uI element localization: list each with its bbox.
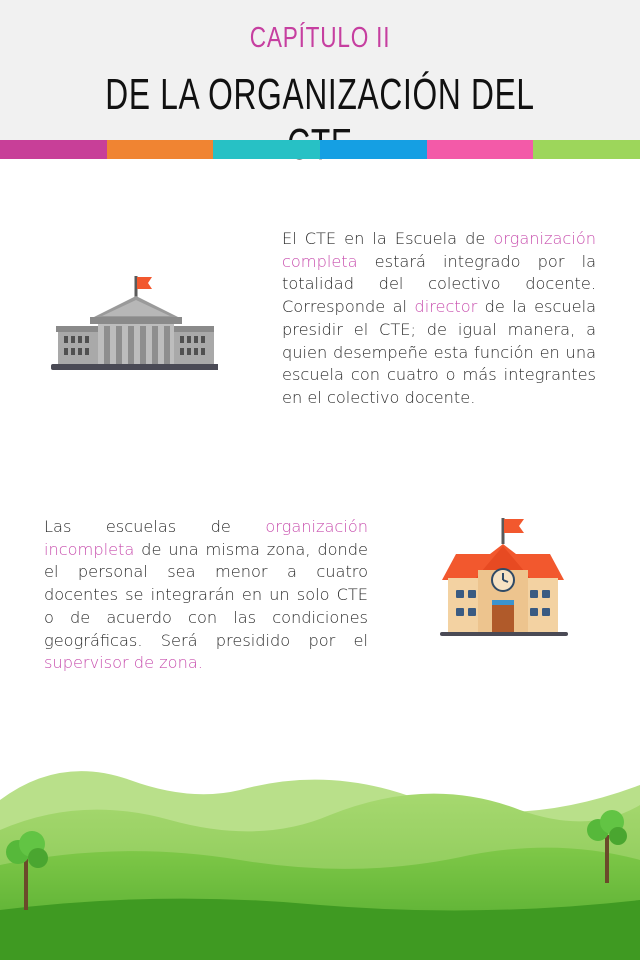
highlight-organizacion-incompleta: organización incompleta	[44, 517, 368, 559]
paragraph-text: estará integrado por la totalidad del colectivo docente. Corresponde al	[282, 251, 596, 317]
highlight-director: director	[414, 297, 478, 317]
stripe-segment	[0, 140, 107, 159]
color-stripe-bar	[0, 140, 640, 159]
paragraph-organizacion-incompleta	[44, 516, 368, 675]
paragraph-text: Las escuelas de	[44, 517, 266, 536]
chapter-label: CAPÍTULO II	[249, 22, 391, 54]
stripe-segment	[320, 140, 427, 159]
stripe-segment	[427, 140, 534, 159]
paragraph-organizacion-completa	[282, 228, 596, 410]
stripe-segment	[107, 140, 214, 159]
stripe-segment	[213, 140, 320, 159]
highlight-organizacion-completa: organización completa	[282, 229, 596, 271]
paragraph-text: de una misma zona, donde el personal sea menor a cuatro docentes se integrarán en un solo CTE o de acuerdo con las condiciones geográficas. Será presidido por el	[44, 539, 368, 650]
stripe-segment	[533, 140, 640, 159]
highlight-supervisor-de-zona: supervisor de zona.	[44, 653, 203, 673]
paragraph-text: de la escuela presidir el CTE; de igual manera, a quien desempeñe esta función en una escuela con cuatro o más integrantes en el colectivo docente.	[282, 297, 596, 407]
government-building-icon	[48, 270, 218, 374]
school-building-icon	[436, 514, 570, 638]
page-title: DE LA ORGANIZACIÓN DEL	[105, 70, 535, 119]
paragraph-text: El CTE en la Escuela de	[282, 229, 494, 248]
page-header	[0, 0, 640, 140]
green-hills-illustration	[0, 760, 640, 960]
